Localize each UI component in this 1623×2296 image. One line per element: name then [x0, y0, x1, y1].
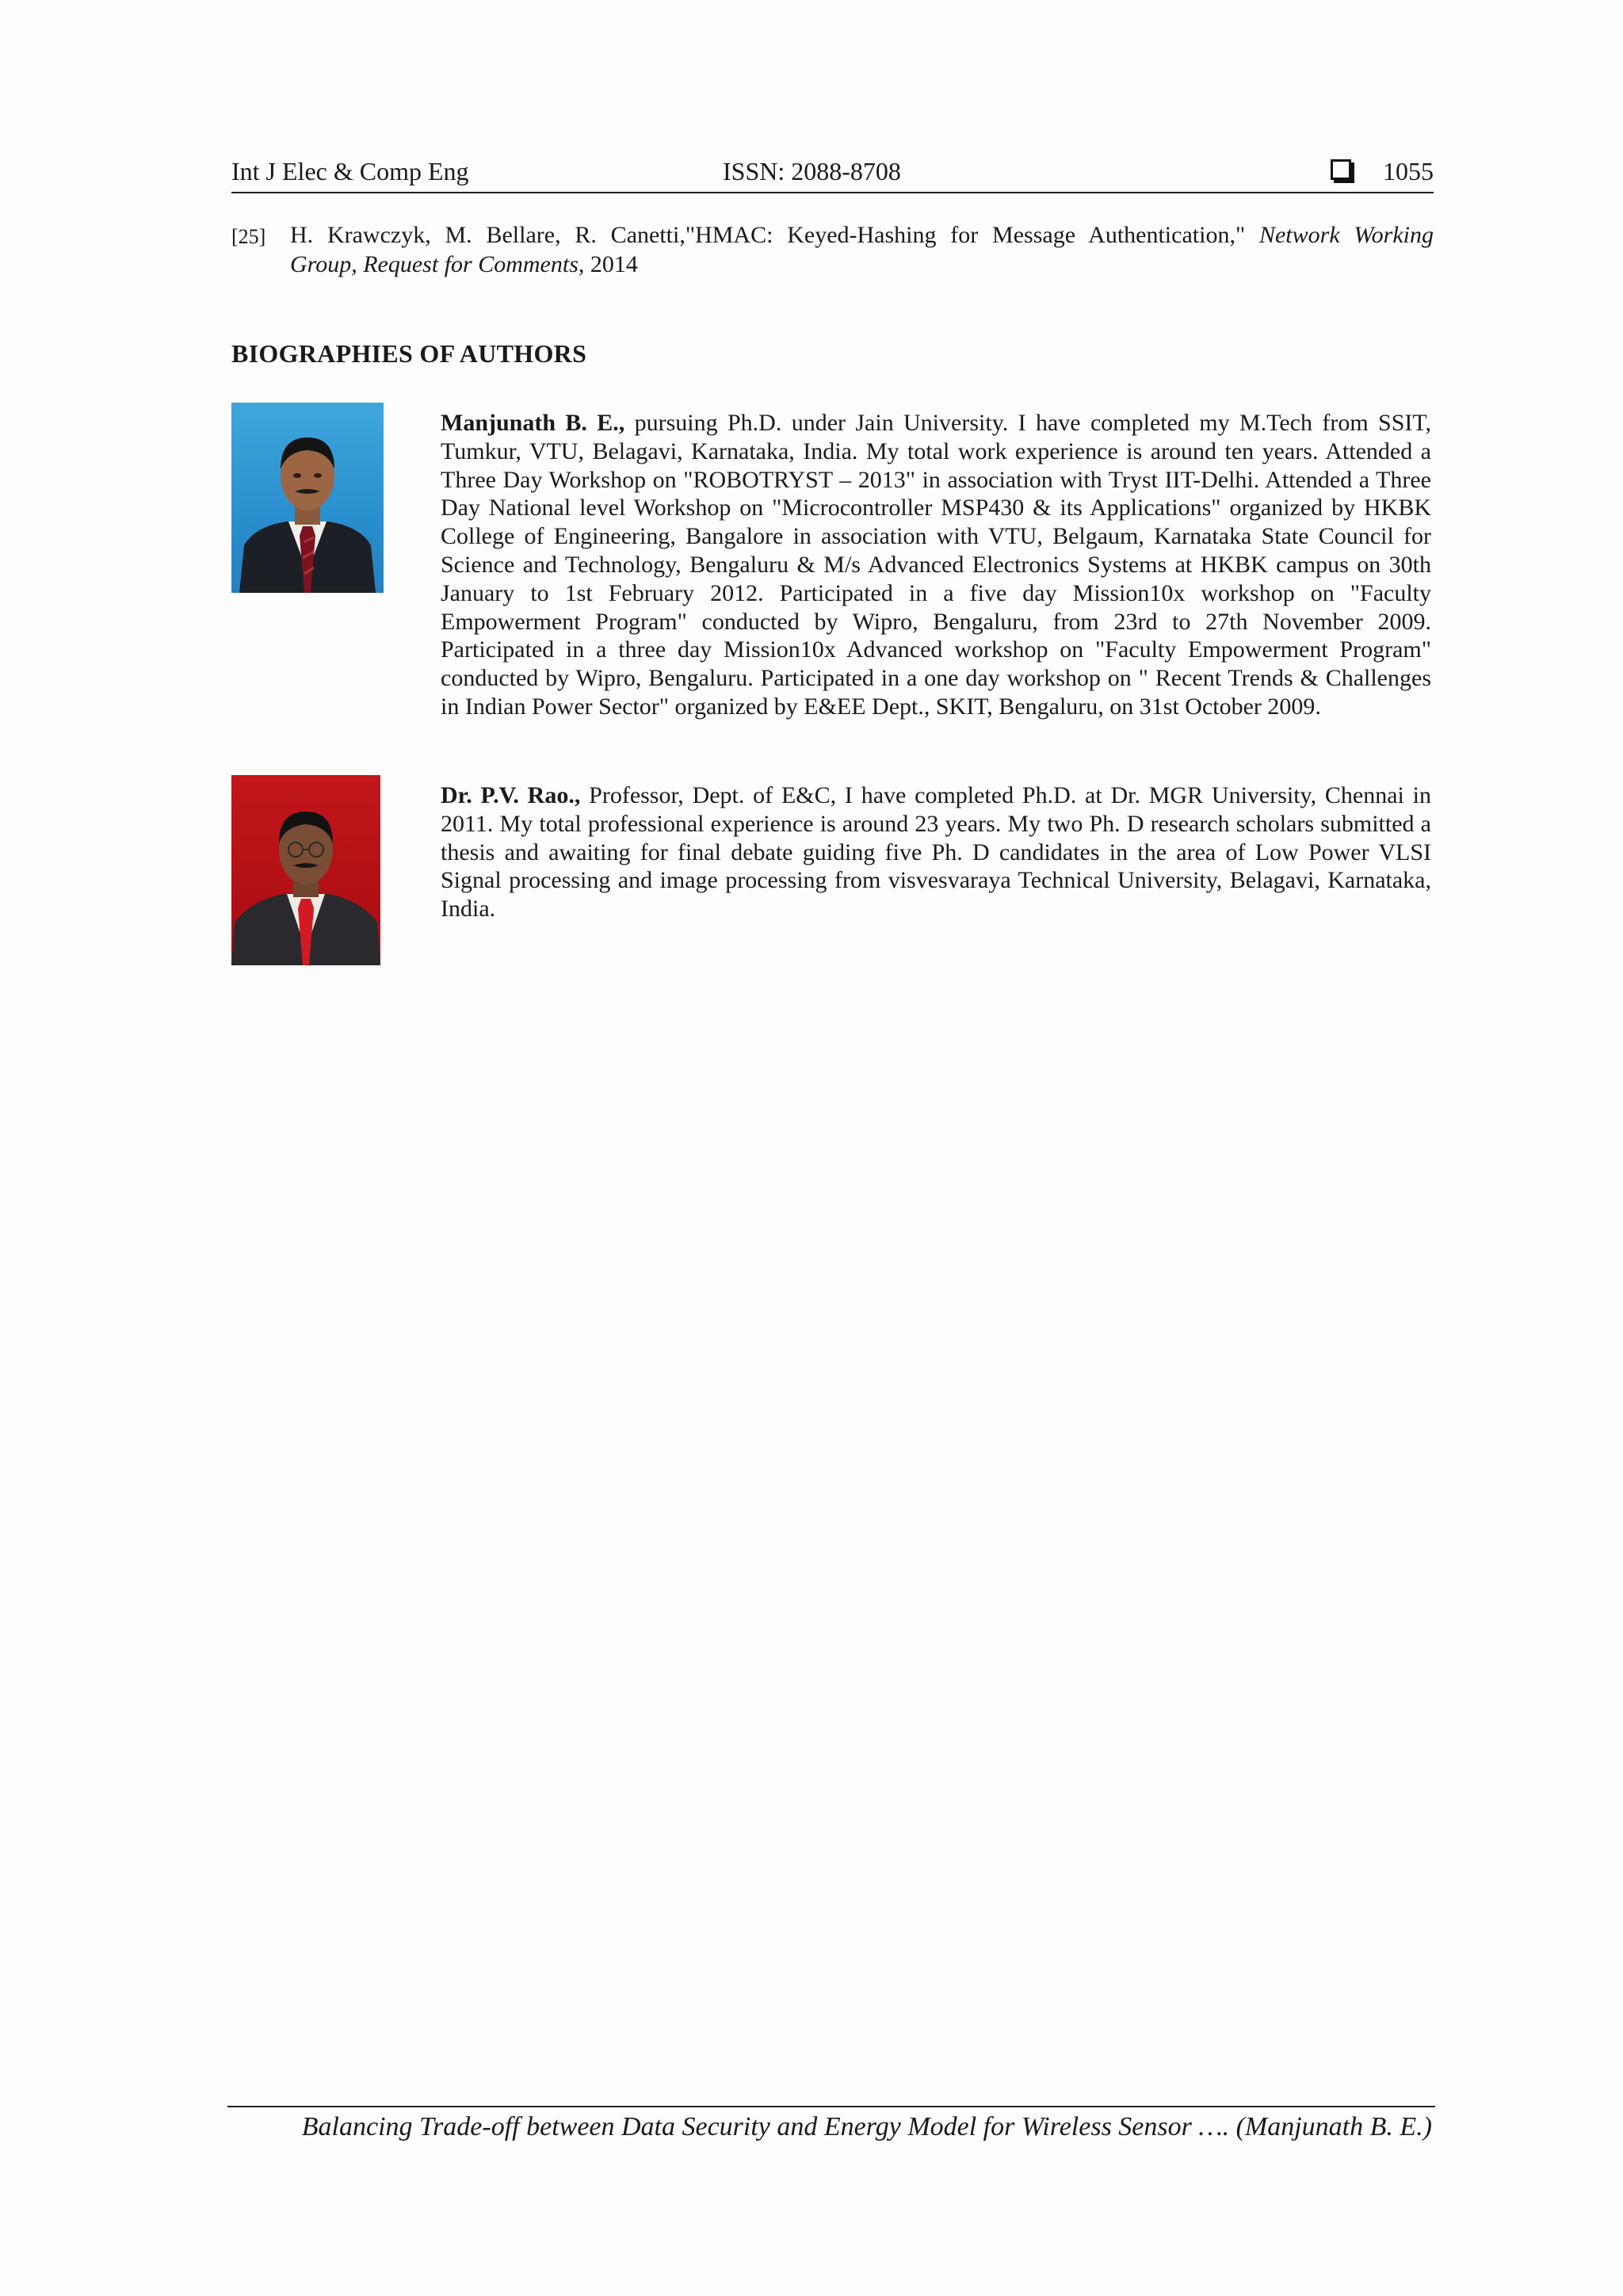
reference-line-1 — [290, 220, 1434, 250]
reference-entry — [231, 220, 1434, 279]
author-portrait-icon — [231, 403, 384, 593]
page-number-group — [1331, 154, 1434, 189]
author-name: Manjunath B. E., — [441, 410, 625, 436]
footer-rule — [227, 2106, 1435, 2107]
reference-venue-line1: Network Working — [1258, 222, 1434, 248]
reference-text — [290, 220, 1434, 279]
page-number: 1055 — [1383, 157, 1434, 185]
author-bio — [441, 781, 1431, 923]
square-bullet-icon — [1331, 159, 1351, 180]
author-bio — [441, 409, 1431, 721]
reference-year: 2014 — [590, 251, 638, 277]
section-title: BIOGRAPHIES OF AUTHORS — [231, 339, 587, 368]
author-bio-text: Professor, Dept. of E&C, I have completed Ph.D. at Dr. MGR University, Chennai in 2011. My total professional experience is around 23 years. My two Ph. D research scholars submitted a thesis and awaiting for final debate guiding five Ph. D candidates in the area of Low Power VLSI Signal processing and image processing from visvesvaraya Technical University, Belagavi, Karnataka, India. — [441, 782, 1432, 923]
journal-name: Int J Elec & Comp Eng — [231, 157, 469, 185]
author-portrait-icon — [231, 775, 380, 965]
reference-authors-title: H. Krawczyk, M. Bellare, R. Canetti,"HMAC: Keyed-Hashing for Message Authentication," — [290, 222, 1246, 248]
running-title-footer: Balancing Trade-off between Data Security and Energy Model for Wireless Sensor …. (Manjunath B. E.) — [301, 2112, 1432, 2141]
reference-venue-line2: Group, Request for Comments, — [290, 251, 585, 277]
author-bio-text: pursuing Ph.D. under Jain University. I have completed my M.Tech from SSIT, Tumkur, VTU, Belagavi, Karnataka, India. My total work experience is around ten years. Attended a Three Day Workshop on "ROBOTRYST – 2013" in association with Tryst IIT-Delhi. Attended a Three Day National level Workshop on "Microcontroller MSP430 & its Applications" organized by HKBK College of Engineering, Bangalore in association with VTU, Belgaum, Karnataka State Council for Science and Technology, Bengaluru & M/s Advanced Electronics Systems at HKBK campus on 30th January to 1st February 2012. Participated in a five day Mission10x workshop on "Faculty Empowerment Program" conducted by Wipro, Bengaluru, from 23rd to 27th November 2009. Participated in a three day Mission10x Advanced workshop on "Faculty Empowerment Program" conducted by Wipro, Bengaluru. Participated in a one day workshop on " Recent Trends & Challenges in Indian Power Sector" organized by E&EE Dept., SKIT, Bengaluru, on 31st October 2009. — [441, 410, 1431, 720]
author-name: Dr. P.V. Rao., — [441, 782, 581, 808]
author-photo — [231, 403, 384, 593]
issn: ISSN: 2088-8708 — [723, 157, 901, 185]
page-header — [231, 154, 1434, 193]
author-photo — [231, 775, 380, 965]
reference-number: [25] — [231, 225, 266, 248]
